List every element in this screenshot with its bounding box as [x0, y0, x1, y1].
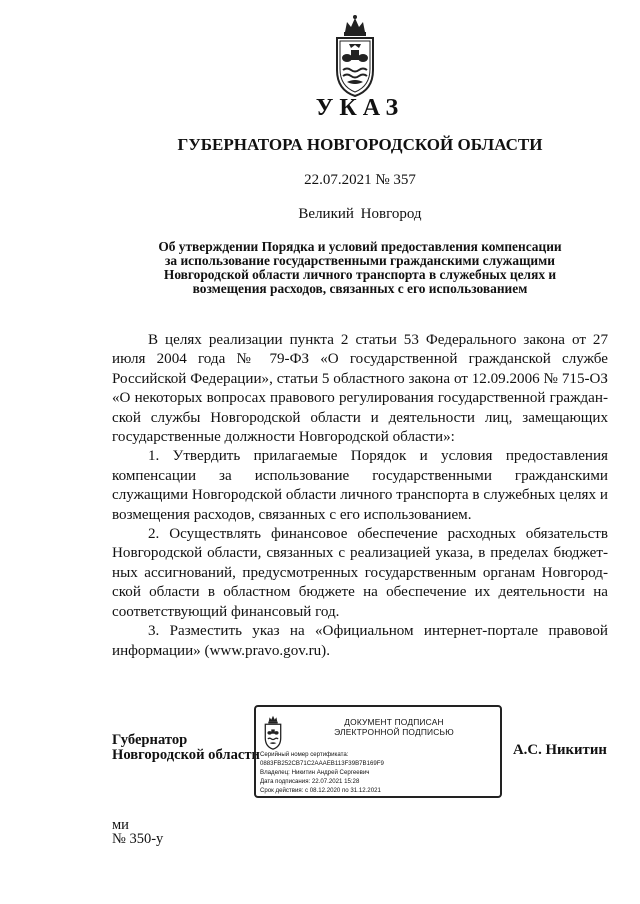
stamp-header-line: ДОКУМЕНТ ПОДПИСАН	[344, 717, 444, 727]
preamble-paragraph: В целях реализации пункта 2 статьи 53 Федерального закона от 27 июля 2004 года № 79-ФЗ «О государственной гражданской службе Российской Федерации», статьи 5 областного закона от 12.09.2006 № 715-ОЗ «О некоторых вопросах правового регулирования государственной гражданской службы Новгородской области и деятельности лиц, замещающих государственные должности Новгородской области»:	[112, 332, 608, 446]
certificate-serial-label: Серийный номер сертификата:	[260, 751, 349, 758]
decree-body	[112, 331, 608, 661]
clause-2: 2. Осуществлять финансовое обеспечение расходных обязательств Новгородской области, связанных с реализацией указа, в пределах бюджетных ассигнований, предусмотренных государственным органам Новгородской области в областном бюджете на обеспечение их деятельности на соответствующий финансовый год.	[112, 526, 608, 620]
position-line: Губернатор	[112, 732, 188, 748]
executor-mark	[112, 818, 163, 846]
signing-date: Дата подписания: 22.07.2021 15:28	[260, 777, 360, 785]
coat-of-arms-icon	[262, 714, 284, 750]
decree-subject	[112, 240, 608, 296]
city: Великий Новгород	[298, 206, 422, 222]
stamp-header	[292, 717, 496, 737]
subject-line: возмещения расходов, связанных с его использованием	[192, 281, 528, 296]
date-and-number: 22.07.2021 № 357	[304, 172, 416, 188]
certificate-details	[260, 751, 384, 796]
coat-of-arms-icon	[333, 14, 377, 98]
internal-number: № 350-у	[112, 831, 164, 847]
document-title: УКАЗ	[315, 95, 405, 121]
position-line: Новгородской области	[112, 747, 260, 763]
signatory-position	[112, 733, 260, 763]
certificate-serial-number: 0883FB252CB71C2AAAEB113F39B7B169F9	[260, 759, 384, 767]
stamp-header-line: ЭЛЕКТРОННОЙ ПОДПИСЬЮ	[334, 727, 454, 737]
subject-line: Об утверждении Порядка и условий предоставления компенсации	[158, 239, 562, 254]
electronic-signature-stamp	[254, 705, 502, 798]
issuer-title: ГУБЕРНАТОРА НОВГОРОДСКОЙ ОБЛАСТИ	[177, 135, 543, 154]
subject-line: Новгородской области личного транспорта в служебных целях и	[163, 267, 557, 282]
clause-3: 3. Разместить указ на «Официальном интернет-портале правовой информации» (www.pravo.gov.ru).	[112, 623, 608, 659]
clause-1: 1. Утвердить прилагаемые Порядок и условия предоставления компенсации за использование государственными гражданскими служащими Новгородской области личного транспорта в служебных целях и возмещения расходов, связанных с его использованием.	[112, 448, 608, 523]
subject-line: за использование государственными гражданскими служащими	[165, 253, 555, 268]
signer-name: А.С. Никитин	[513, 742, 607, 758]
executor-initials: ми	[112, 817, 129, 833]
certificate-owner: Владелец: Никитин Андрей Сергеевич	[260, 768, 370, 776]
certificate-validity: Срок действия: с 08.12.2020 по 31.12.2021	[260, 786, 381, 794]
